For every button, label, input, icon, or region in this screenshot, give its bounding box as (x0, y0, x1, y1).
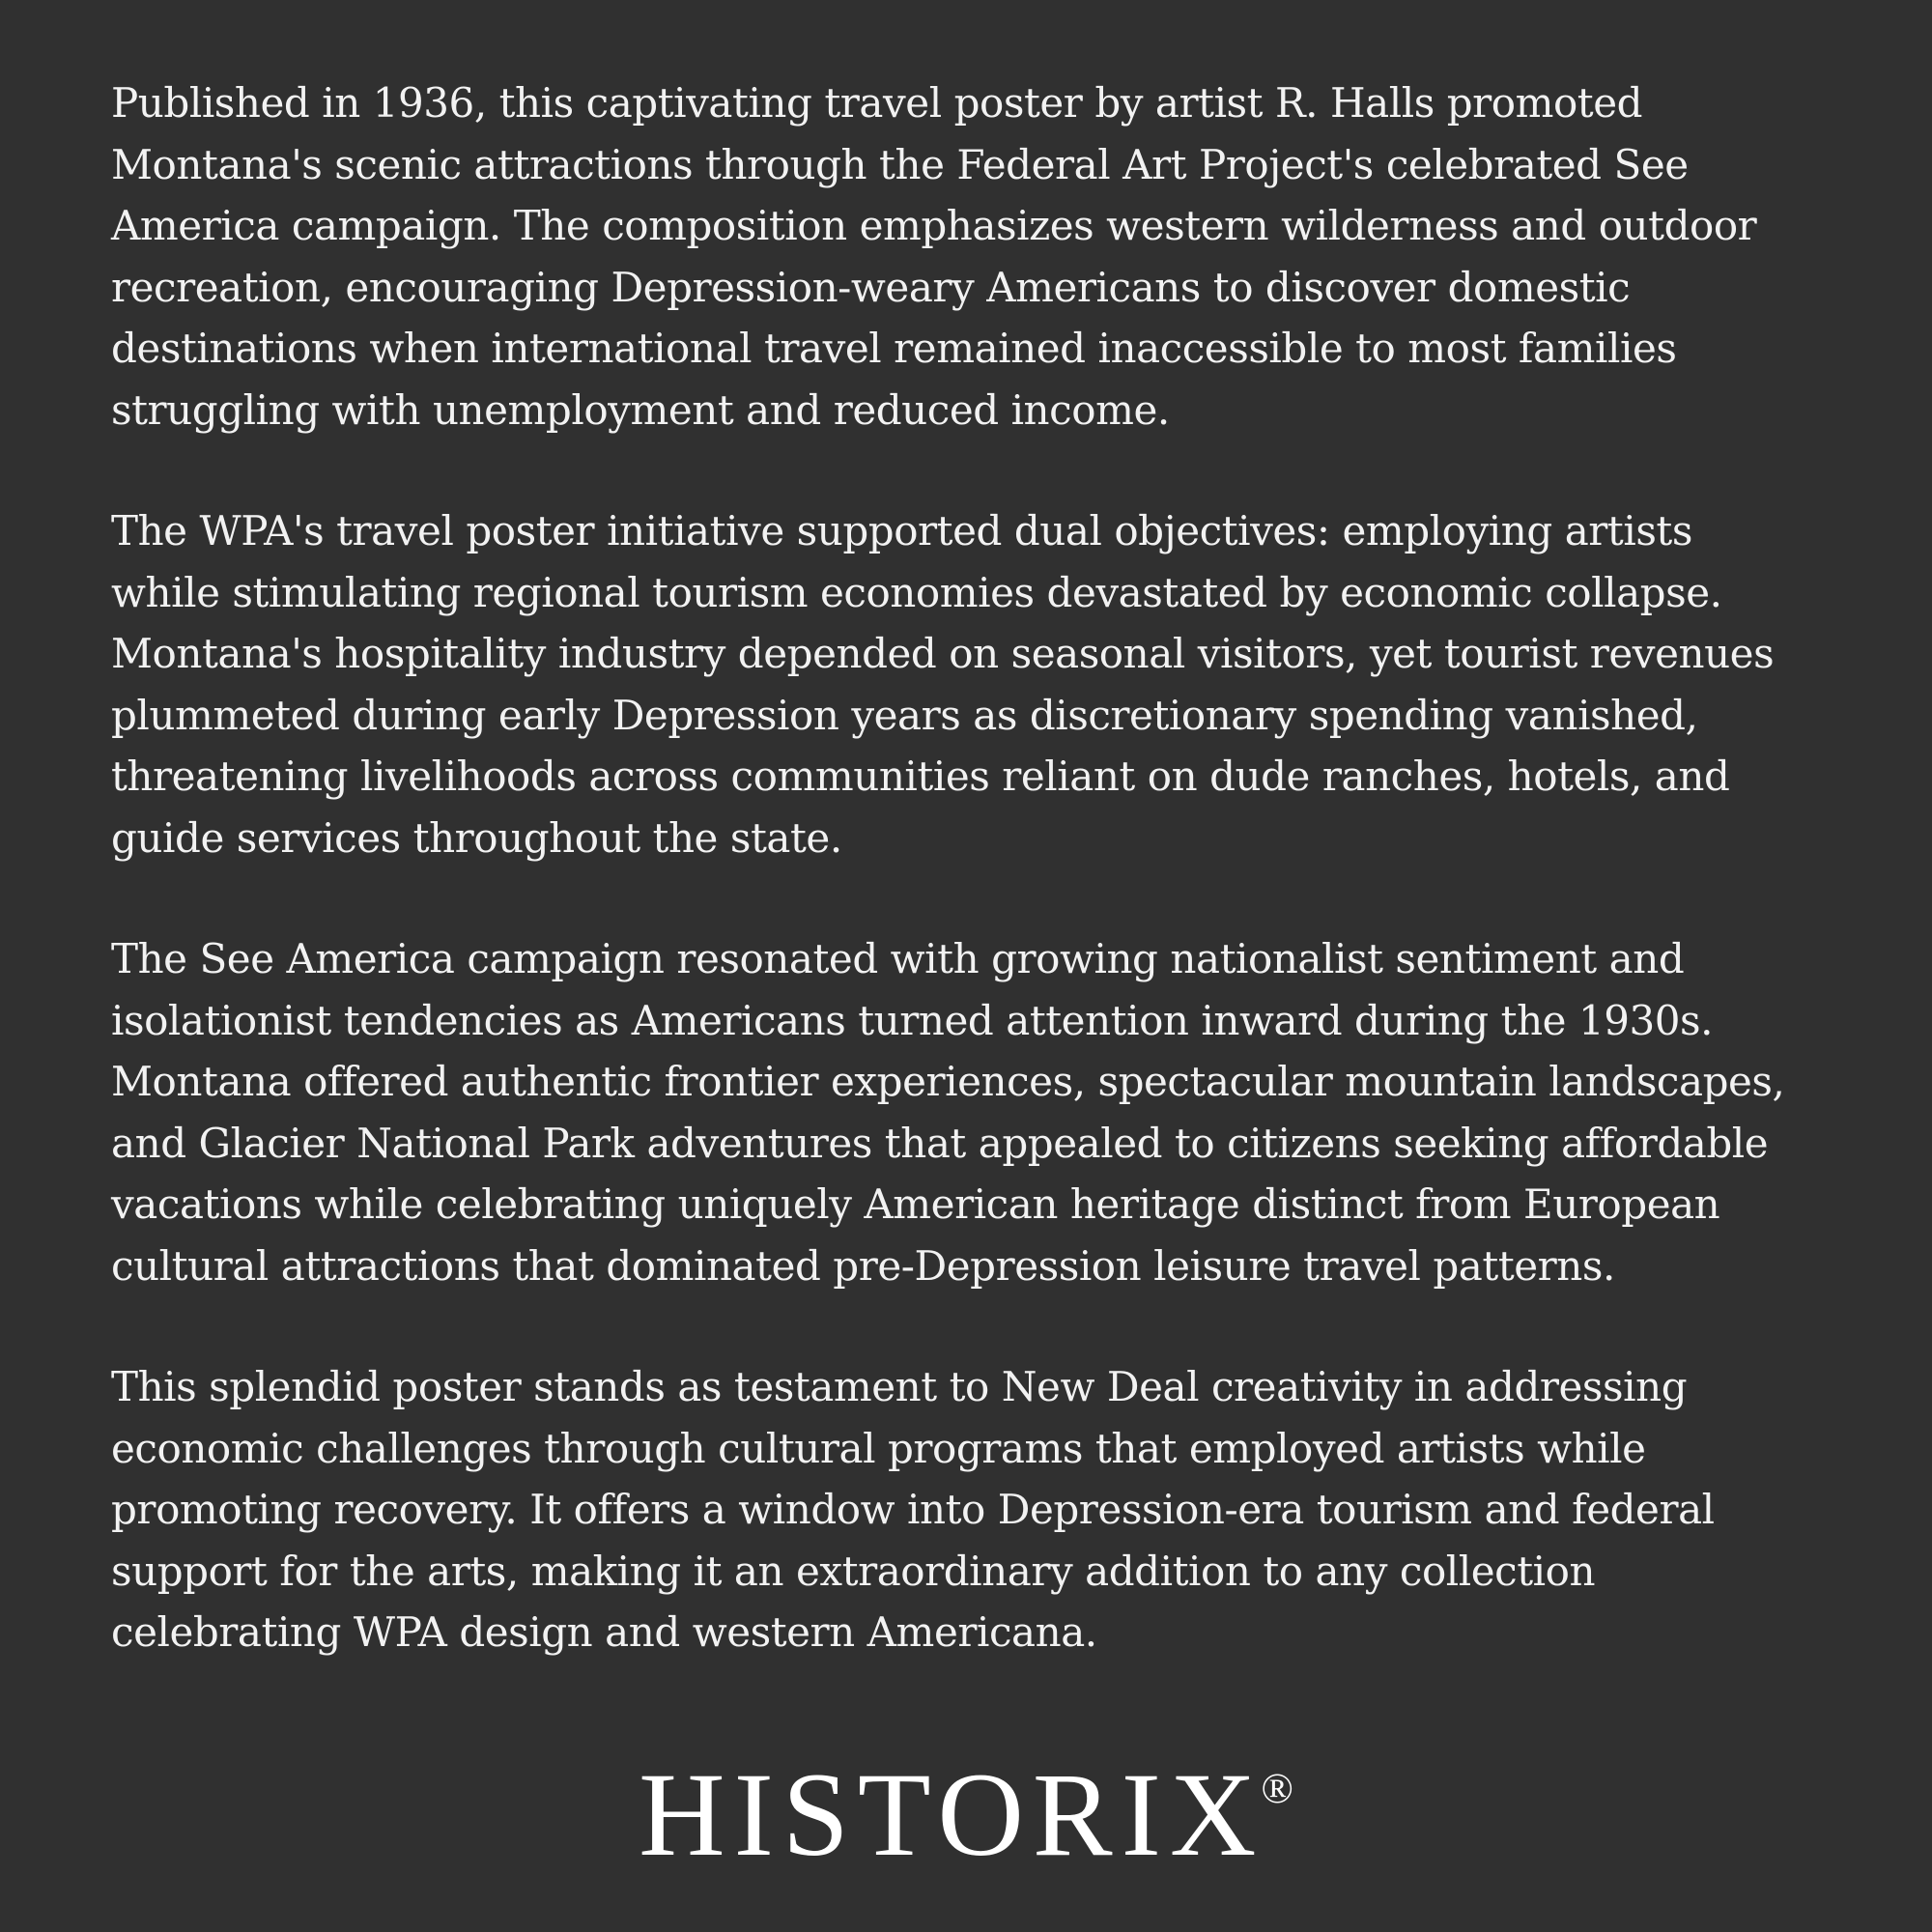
paragraph-conclusion: This splendid poster stands as testament to New Deal creativity in addressing economic challenges through cultural programs that employed artists while promoting recovery. It offers a window into Depression-era tourism and federal support for the arts, making it an extraordinary addition to any collection celebrating WPA design and western Americana. (111, 1363, 1715, 1656)
brand-name: HISTORIX (639, 1748, 1265, 1881)
brand-logo (0, 1729, 1932, 1881)
description-body (111, 72, 1850, 1723)
paragraph-intro: Published in 1936, this captivating travel poster by artist R. Halls promoted Montana's scenic attractions through the Federal Art Project's celebrated See America campaign. The composition emphasizes western wilderness and outdoor recreation, encouraging Depression-weary Americans to discover domestic destinations when international travel remained inaccessible to most families struggling with unemployment and reduced income. (111, 79, 1757, 434)
registered-mark: ® (1261, 1765, 1293, 1812)
paragraph-see-america: The See America campaign resonated with growing nationalist sentiment and isolationist tendencies as Americans turned attention inward during the 1930s. Montana offered authentic frontier experiences, spectacular mountain landscapes, and Glacier National Park adventures that appealed to citizens seeking affordable vacations while celebrating uniquely American heritage distinct from European cultural attractions that dominated pre-Depression leisure travel patterns. (111, 935, 1785, 1290)
paragraph-wpa-initiative: The WPA's travel poster initiative supported dual objectives: employing artists while stimulating regional tourism economies devastated by economic collapse. Montana's hospitality industry depended on seasonal visitors, yet tourist revenues plummeted during early Depression years as discretionary spending vanished, threatening livelihoods across communities reliant on dude ranches, hotels, and guide services throughout the state. (111, 507, 1775, 862)
